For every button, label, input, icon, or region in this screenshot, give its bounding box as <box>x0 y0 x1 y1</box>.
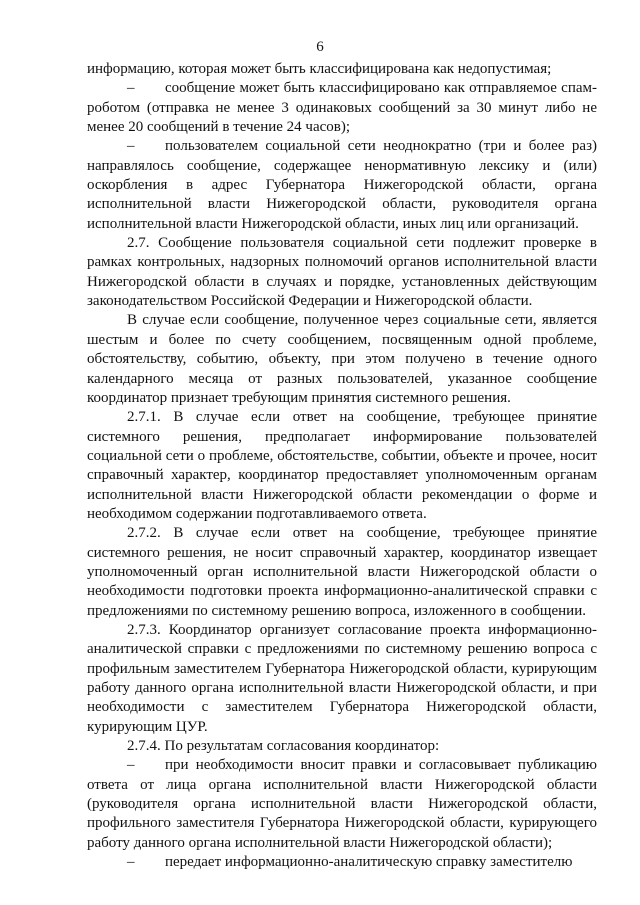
list-item-repeated-abuse <box>87 137 597 234</box>
paragraph-2-7-4: 2.7.4. По результатам согласования координатор: <box>127 738 440 755</box>
paragraph-system-decision: В случае если сообщение, полученное через социальные сети, является шестым и более по счету сообщением, посвященным одной проблеме, обстоятельству, событию, объекту, при этом получено в течение одного календарного месяца от разных пользователей, указанное сообщение координатор признает требующим принятия системного решения. <box>87 312 597 406</box>
document-body <box>87 60 597 872</box>
paragraph-2-7-3: 2.7.3. Координатор организует согласование проекта информационно-аналитической справки с предложениями по системному решению вопроса с профильным заместителем Губернатора Нижегородской области, курирующим работу данного органа исполнительной власти Нижегородской области, и при необходимости с заместителем Губернатора Нижегородской области, курирующим ЦУР. <box>87 621 597 735</box>
list-item-spam-robot <box>87 79 597 137</box>
list-dash: – <box>127 80 135 97</box>
list-dash: – <box>127 757 135 774</box>
paragraph-intro-fragment: информацию, которая может быть классифицирована как недопустимая; <box>87 61 552 77</box>
list-item-text: сообщение может быть классифицировано как отправляемое спам-роботом (отправка не менее 3 одинаковых сообщений за 30 минут либо не менее 20 сообщений в течение 24 часов); <box>87 80 597 136</box>
list-item-text: при необходимости вносит правки и согласовывает публикацию ответа от лица органа исполнительной власти Нижегородской области (руководителя органа исполнительной власти Нижегородской области, профильного заместителя Губернатора Нижегородской области, курирующего работу данного органа исполнительной власти Нижегородской области); <box>87 757 597 851</box>
list-item-text: передает информационно-аналитическую справку заместителю <box>165 854 573 871</box>
paragraph-2-7-2: 2.7.2. В случае если ответ на сообщение, требующее принятие системного решения, не носит справочный характер, координатор извещает уполномоченный орган исполнительной власти Нижегородской области о необходимости подготовки проекта информационно-аналитической справки с предложениями по системному решению вопроса, изложенного в сообщении. <box>87 525 597 619</box>
list-item-text: пользователем социальной сети неоднократно (три и более раз) направлялось сообщение, содержащее ненормативную лексику и (или) оскорбления в адрес Губернатора Нижегородской области, органа исполнительной власти Нижегородской области, руководителя органа исполнительной власти Нижегородской области, иных лиц или организаций. <box>87 138 597 232</box>
list-dash: – <box>127 854 135 871</box>
paragraph-2-7: 2.7. Сообщение пользователя социальной сети подлежит проверке в рамках контрольных, надзорных полномочий органов исполнительной власти Нижегородской области в случаях и порядке, установленных действующим законодательством Российской Федерации и Нижегородской области. <box>87 235 597 310</box>
list-item-publish-approval <box>87 756 597 853</box>
page-number: 6 <box>316 39 324 55</box>
list-item-transfer-report <box>87 853 597 872</box>
list-dash: – <box>127 138 135 155</box>
paragraph-2-7-1: 2.7.1. В случае если ответ на сообщение, требующее принятие системного решения, предполагает информирование пользователей социальной сети о проблеме, обстоятельстве, событии, объекте и прочее, носит справочный характер, координатор предоставляет уполномоченным органам исполнительной власти Нижегородской области рекомендации о форме и необходимом содержании подготавливаемого ответа. <box>87 409 597 522</box>
